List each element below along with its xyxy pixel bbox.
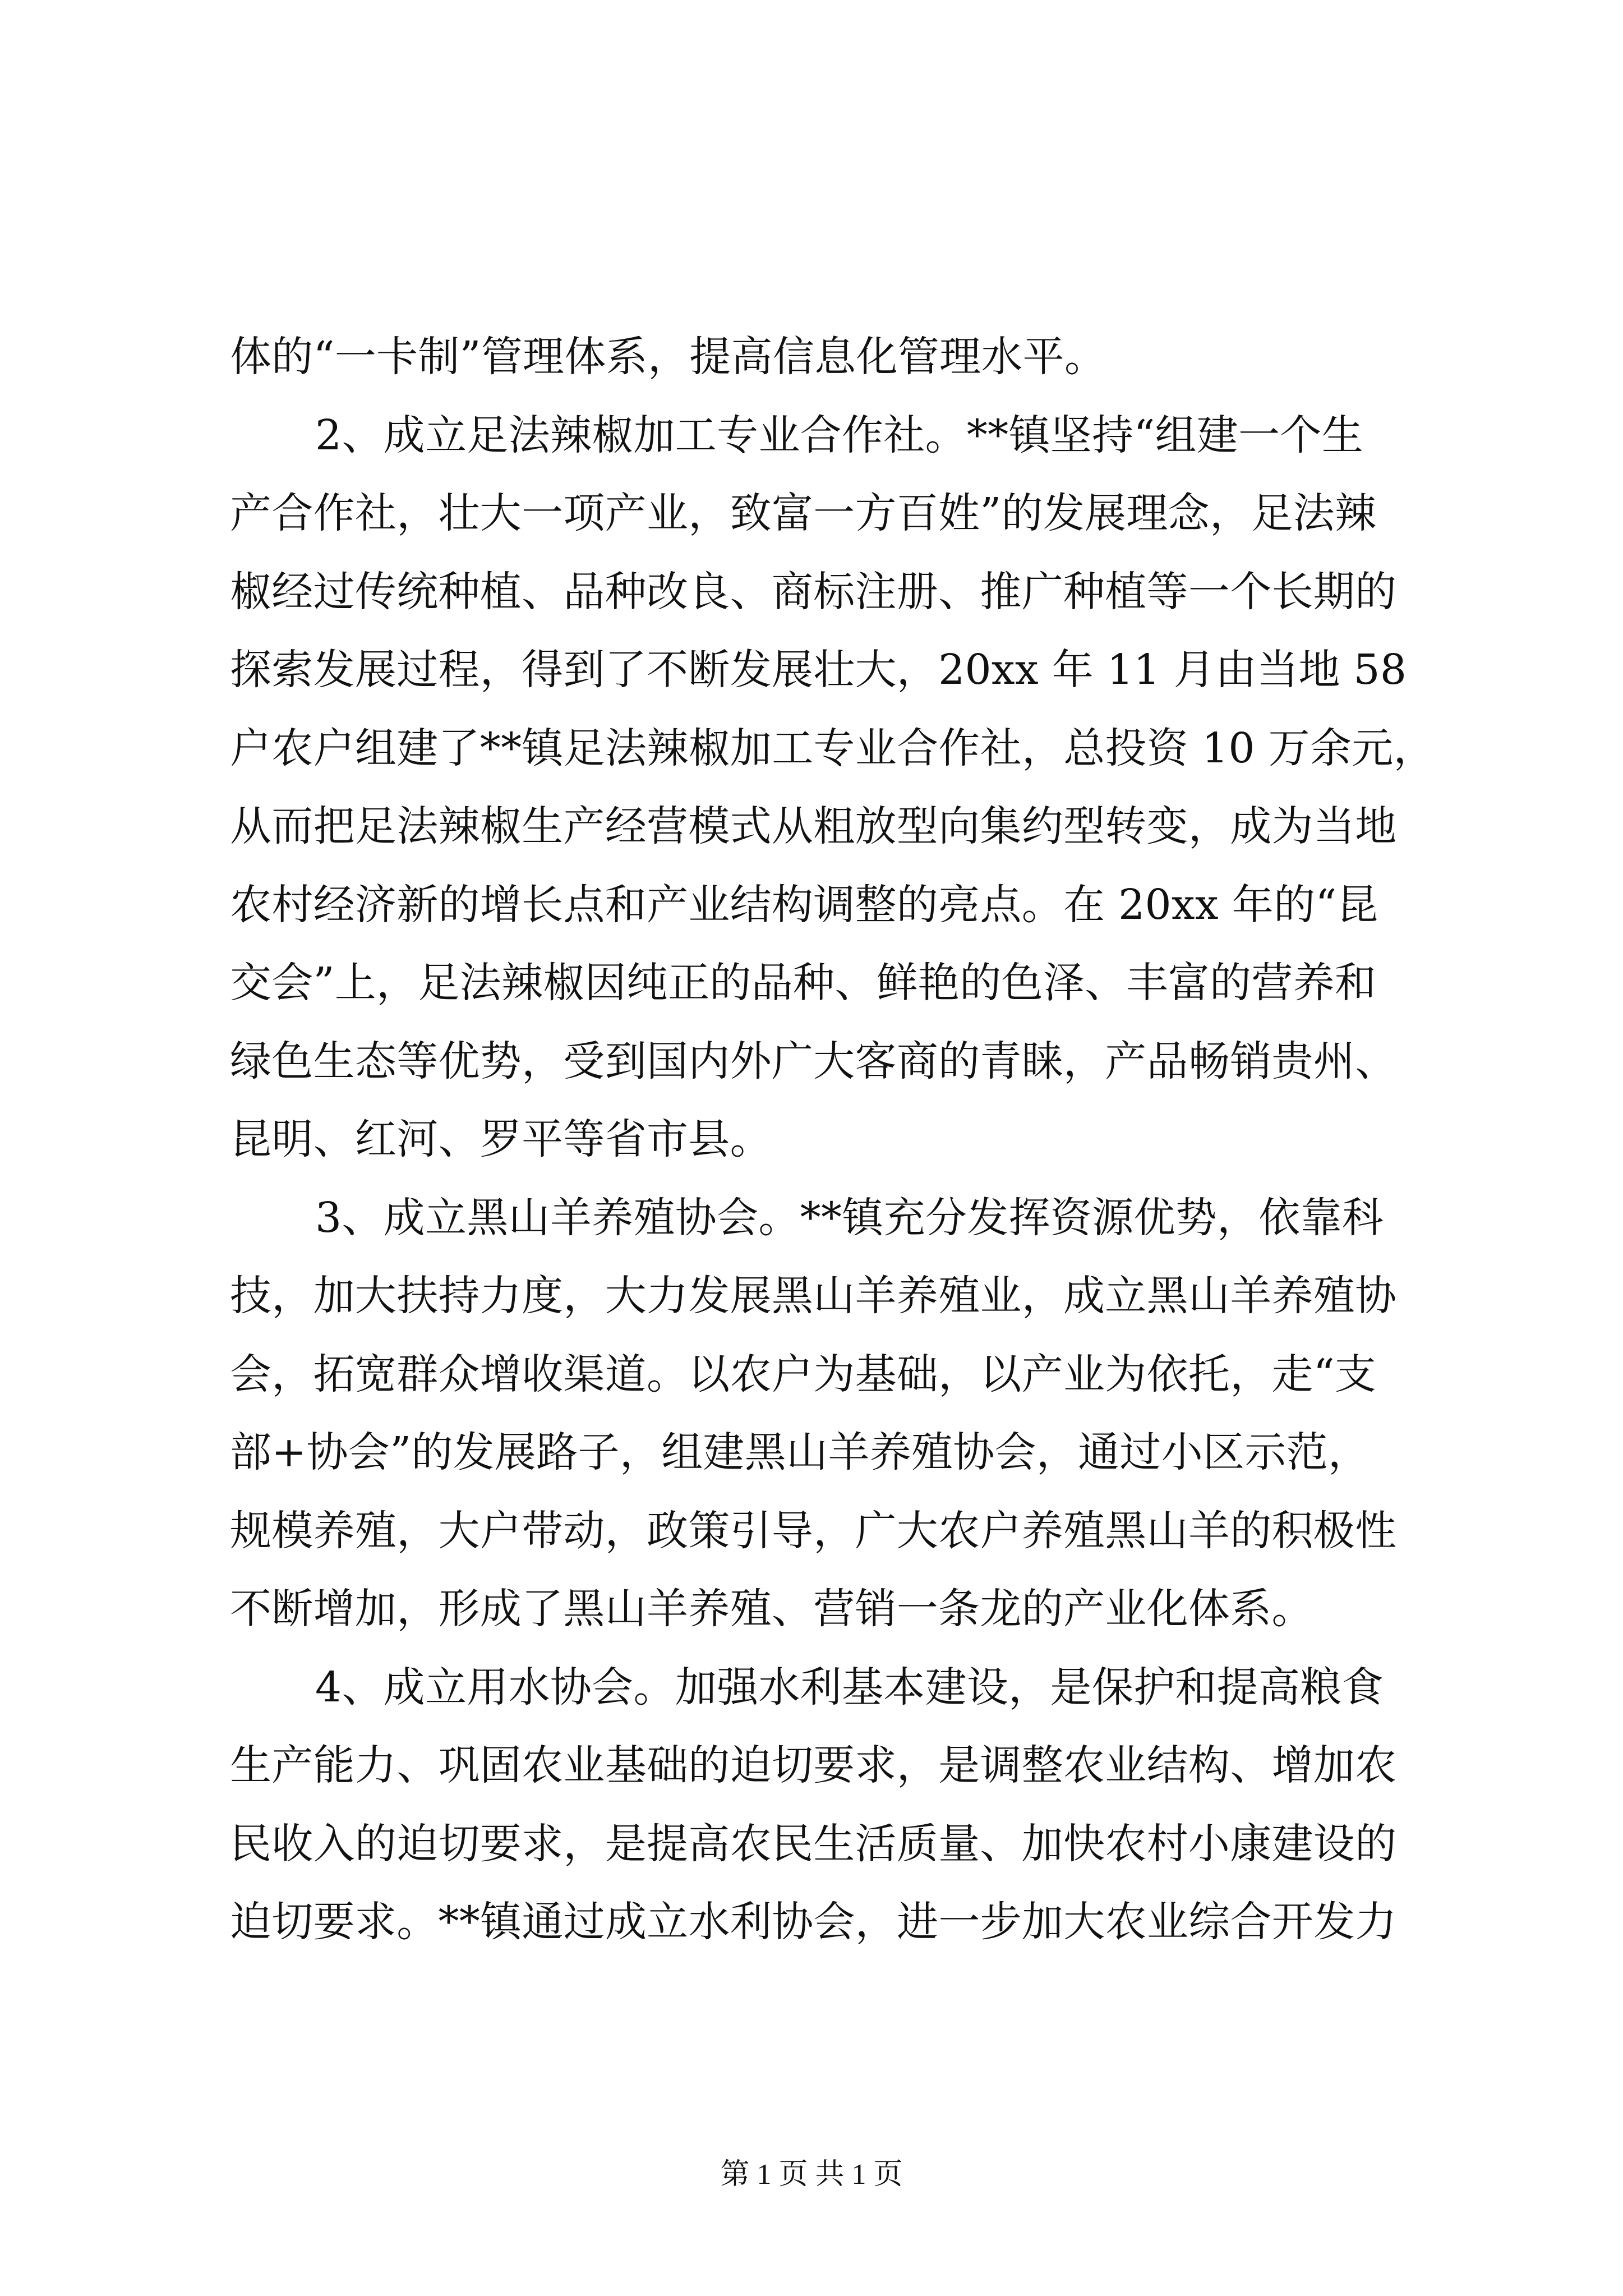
text-line: 从而把足法辣椒生产经营模式从粗放型向集约型转变，成为当地	[230, 802, 1397, 850]
text-line: 迫切要求。**镇通过成立水利协会，进一步加大农业综合开发力	[230, 1898, 1397, 1946]
text-line: 民收入的迫切要求，是提高农民生活质量、加快农村小康建设的	[230, 1819, 1397, 1868]
text-line: 探索发展过程，得到了不断发展壮大，20xx 年 11 月由当地 58	[230, 646, 1407, 694]
text-line: 交会”上，足法辣椒因纯正的品种、鲜艳的色泽、丰富的营养和	[230, 959, 1377, 1007]
text-line: 体的“一卡制”管理体系，提高信息化管理水平。	[230, 333, 1106, 381]
text-line: 规模养殖，大户带动，政策引导，广大农户养殖黑山羊的积极性	[230, 1506, 1397, 1555]
text-line: 产合作社，壮大一项产业，致富一方百姓”的发展理念，足法辣	[230, 489, 1377, 537]
text-line: 农村经济新的增长点和产业结构调整的亮点。在 20xx 年的“昆	[230, 880, 1378, 929]
page-number-footer: 第 1 页 共 1 页	[720, 2159, 903, 2191]
text-line: 部+协会”的发展路子，组建黑山羊养殖协会，通过小区示范，	[230, 1428, 1370, 1476]
paragraph-start-line: 3、成立黑山羊养殖协会。**镇充分发挥资源优势，依靠科	[315, 1193, 1384, 1242]
text-line: 绿色生态等优势，受到国内外广大客商的青睐，产品畅销贵州、	[230, 1037, 1397, 1085]
text-line: 不断增加，形成了黑山羊养殖、营销一条龙的产业化体系。	[230, 1585, 1313, 1633]
text-line: 会，拓宽群众增收渠道。以农户为基础，以产业为依托，走“支	[230, 1350, 1377, 1398]
document-body	[230, 318, 1435, 1962]
paragraph-start-line: 2、成立足法辣椒加工专业合作社。**镇坚持“组建一个生	[315, 411, 1364, 459]
text-line: 昆明、红河、罗平等省市县。	[230, 1115, 772, 1163]
text-line: 椒经过传统种植、品种改良、商标注册、推广种植等一个长期的	[230, 567, 1397, 616]
text-line: 技，加大扶持力度，大力发展黑山羊养殖业，成立黑山羊养殖协	[230, 1272, 1397, 1320]
text-line: 户农户组建了**镇足法辣椒加工专业合作社，总投资 10 万余元，	[230, 724, 1435, 772]
paragraph-start-line: 4、成立用水协会。加强水利基本建设，是保护和提高粮食	[315, 1663, 1384, 1711]
text-line: 生产能力、巩固农业基础的迫切要求，是调整农业结构、增加农	[230, 1741, 1397, 1789]
